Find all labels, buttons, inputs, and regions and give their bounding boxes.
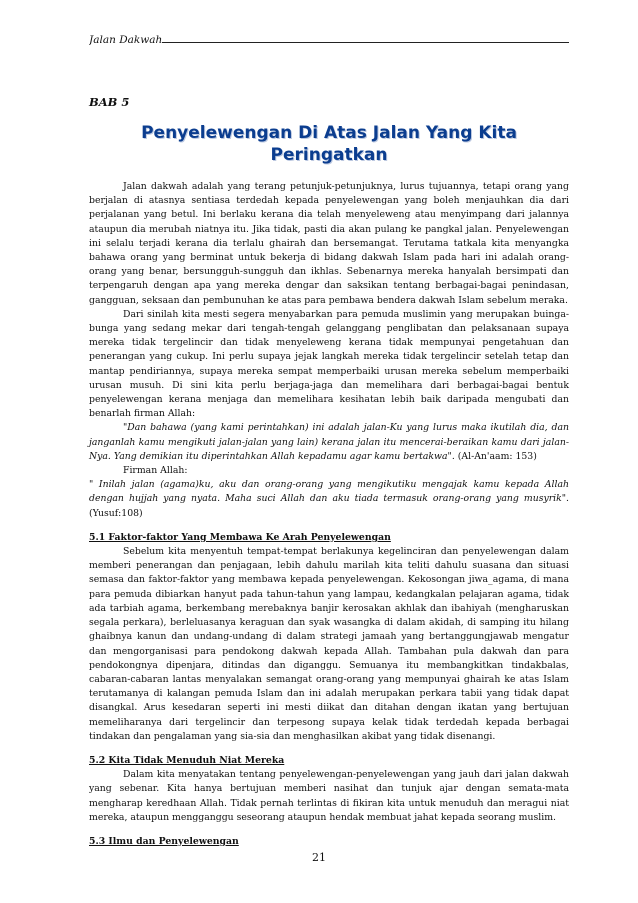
- chapter-title-line2: Peringatkan: [270, 145, 388, 165]
- paragraph-2: Dari sinilah kita mesti segera menyabarkan para pemuda muslimin yang merupakan buinga-bunga yang sedang mekar dari tengah-tengah gelanggang penglibatan dan pelaksanaan supaya mereka tidak tergelincir dan tidak menyeleweng kerana tidak mempunyai pengetahuan dan penerangan yang cukup. Ini perlu supaya jejak langkah mereka tidak tergelincir setelah tetap dan mantap pendiriannya, supaya mereka sempat memperbaiki urusan mereka sebelum memperbaiki urusan musuh. Di sini kita perlu berjaga-jaga dan memelihara dari berbagai-bagai bentuk penyelewengan kerana menjaga dan memelihara kesihatan lebih baik daripada mengubati dan benarlah firman Allah:: [89, 308, 569, 420]
- chapter-label: BAB 5: [89, 95, 130, 109]
- section-heading-5-1: 5.1 Faktor-faktor Yang Membawa Ke Arah Penyelewengan: [89, 531, 391, 543]
- running-header: [89, 32, 569, 46]
- paragraph-1: Jalan dakwah adalah yang terang petunjuk-petunjuknya, lurus tujuannya, tetapi orang yang berjalan di atasnya sentiasa terdedah kepada penyelewengan yang boleh menjauhkan dia dari perjalanan yang betul. Ini berlaku kerana dia telah menyeleweng atau menyimpang dari jalannya ataupun dia merubah niatnya itu. Jika tidak, pasti dia akan pulang ke pangkal jalan. Penyelewengan ini selalu terjadi kerana dia terlalu ghairah dan bersemangat. Terutama tatkala kita menyangka bahawa orang yang berminat untuk bekerja di bidang dakwah Islam pada hari ini adalah orang-orang yang benar, bersungguh-sungguh dan ikhlas. Sebenarnya mereka hanyalah bersimpati dan terpengaruh dengan apa yang mereka dengar dan saksikan tentang berbagai-bagai penindasan, gangguan, seksaan dan pembunuhan ke atas para pembawa bendera dakwah Islam sebelum meraka.: [89, 181, 569, 306]
- firman-label: Firman Allah:: [123, 465, 188, 477]
- spacer: [89, 521, 569, 527]
- body-text: [89, 180, 569, 849]
- section-text-5-1: Sebelum kita menyentuh tempat-tempat berlakunya kegelinciran dan penyelewengan dalam memberi penerangan dan penjagaan, lebih dahulu marilah kita teliti dahulu suasana dan situasi semasa dan faktor-faktor yang membawa kepada penyelewengan. Kekosongan jiwa_agama, di mana para pemuda dibiarkan hanyut pada tahun-tahun yang lampau, kedangkalan pelajaran agama, tidak ada tarbiah agama, berkembang merebaknya banjir kerosakan akhlak dan ibahiyah (mengharuskan segala perkara), berleluasanya keraguan dan syak wasangka di dalam akidah, di samping itu hilang ghaibnya kanun dan undang-undang di dalam strategi jamaah yang bertanggungjawab mengatur dan mengorganisasi para pendokong dakwah kepada Allah. Tambahan pula dakwah dan para pendokongnya dipenjara, ditindas dan diganggu. Semuanya itu membangkitkan tindakbalas, cabaran-cabaran lantas menyalakan semangat orang-orang yang mempunyai ghairah ke atas Islam terutamanya di kalangan pemuda Islam dan ini adalah merupakan perkara tabii yang tidak dapat disangkal. Arus kesedaran seperti ini mesti diikat dan ditahan dengan ikatan yang bertujuan memeliharanya dari tergelincir dan terpesong supaya kelak tidak terdedah kepada berbagai tindakan dan pengalaman yang sia-sia dan menghasilkan akibat yang tidak disenangi.: [89, 546, 569, 742]
- section-heading-5-2: 5.2 Kita Tidak Menuduh Niat Mereka: [89, 754, 285, 766]
- header-rule: [162, 32, 569, 43]
- quote-2-text: " Inilah jalan (agama)ku, aku dan orang-orang yang mengikutiku mengajak kamu kepada Allah dengan hujjah yang nyata. Maha suci Allah dan aku tiada termasuk orang-orang yang musyrik".: [89, 479, 569, 505]
- section-heading-5-3: 5.3 Ilmu dan Penyelewengan: [89, 835, 239, 847]
- running-title: Jalan Dakwah: [89, 34, 163, 46]
- chapter-title: [89, 122, 569, 166]
- quote-al-anaam: [89, 421, 569, 464]
- chapter-title-line1: Penyelewengan Di Atas Jalan Yang Kita: [141, 123, 517, 143]
- spacer: [89, 825, 569, 831]
- quote-2-ref: (Yusuf:108): [89, 507, 143, 519]
- spacer: [89, 744, 569, 750]
- quote-1-text: "Dan bahawa (yang kami perintahkan) ini adalah jalan-Ku yang lurus maka ikutilah dia, dan janganlah kamu mengikuti jalan-jalan yang lain) kerana jalan itu mencerai-beraikan kamu dari jalan-Nya. Yang demikian itu diperintahkan Allah kepadamu agar kamu bertakwa".: [89, 422, 569, 462]
- page-number: 21: [312, 851, 326, 864]
- section-text-5-2: Dalam kita menyatakan tentang penyelewengan-penyelewengan yang jauh dari jalan dakwah yang sebenar. Kita hanya bertujuan memberi nasihat dan tunjuk ajar dengan semata-mata mengharap keredhaan Allah. Tidak pernah terlintas di fikiran kita untuk menuduh dan meragui niat mereka, ataupun mengganggu seseorang ataupun hendak membuat jahat kepada seorang muslim.: [89, 769, 569, 823]
- quote-1-ref: (Al-An'aam: 153): [457, 450, 537, 462]
- quote-yusuf: [89, 478, 569, 521]
